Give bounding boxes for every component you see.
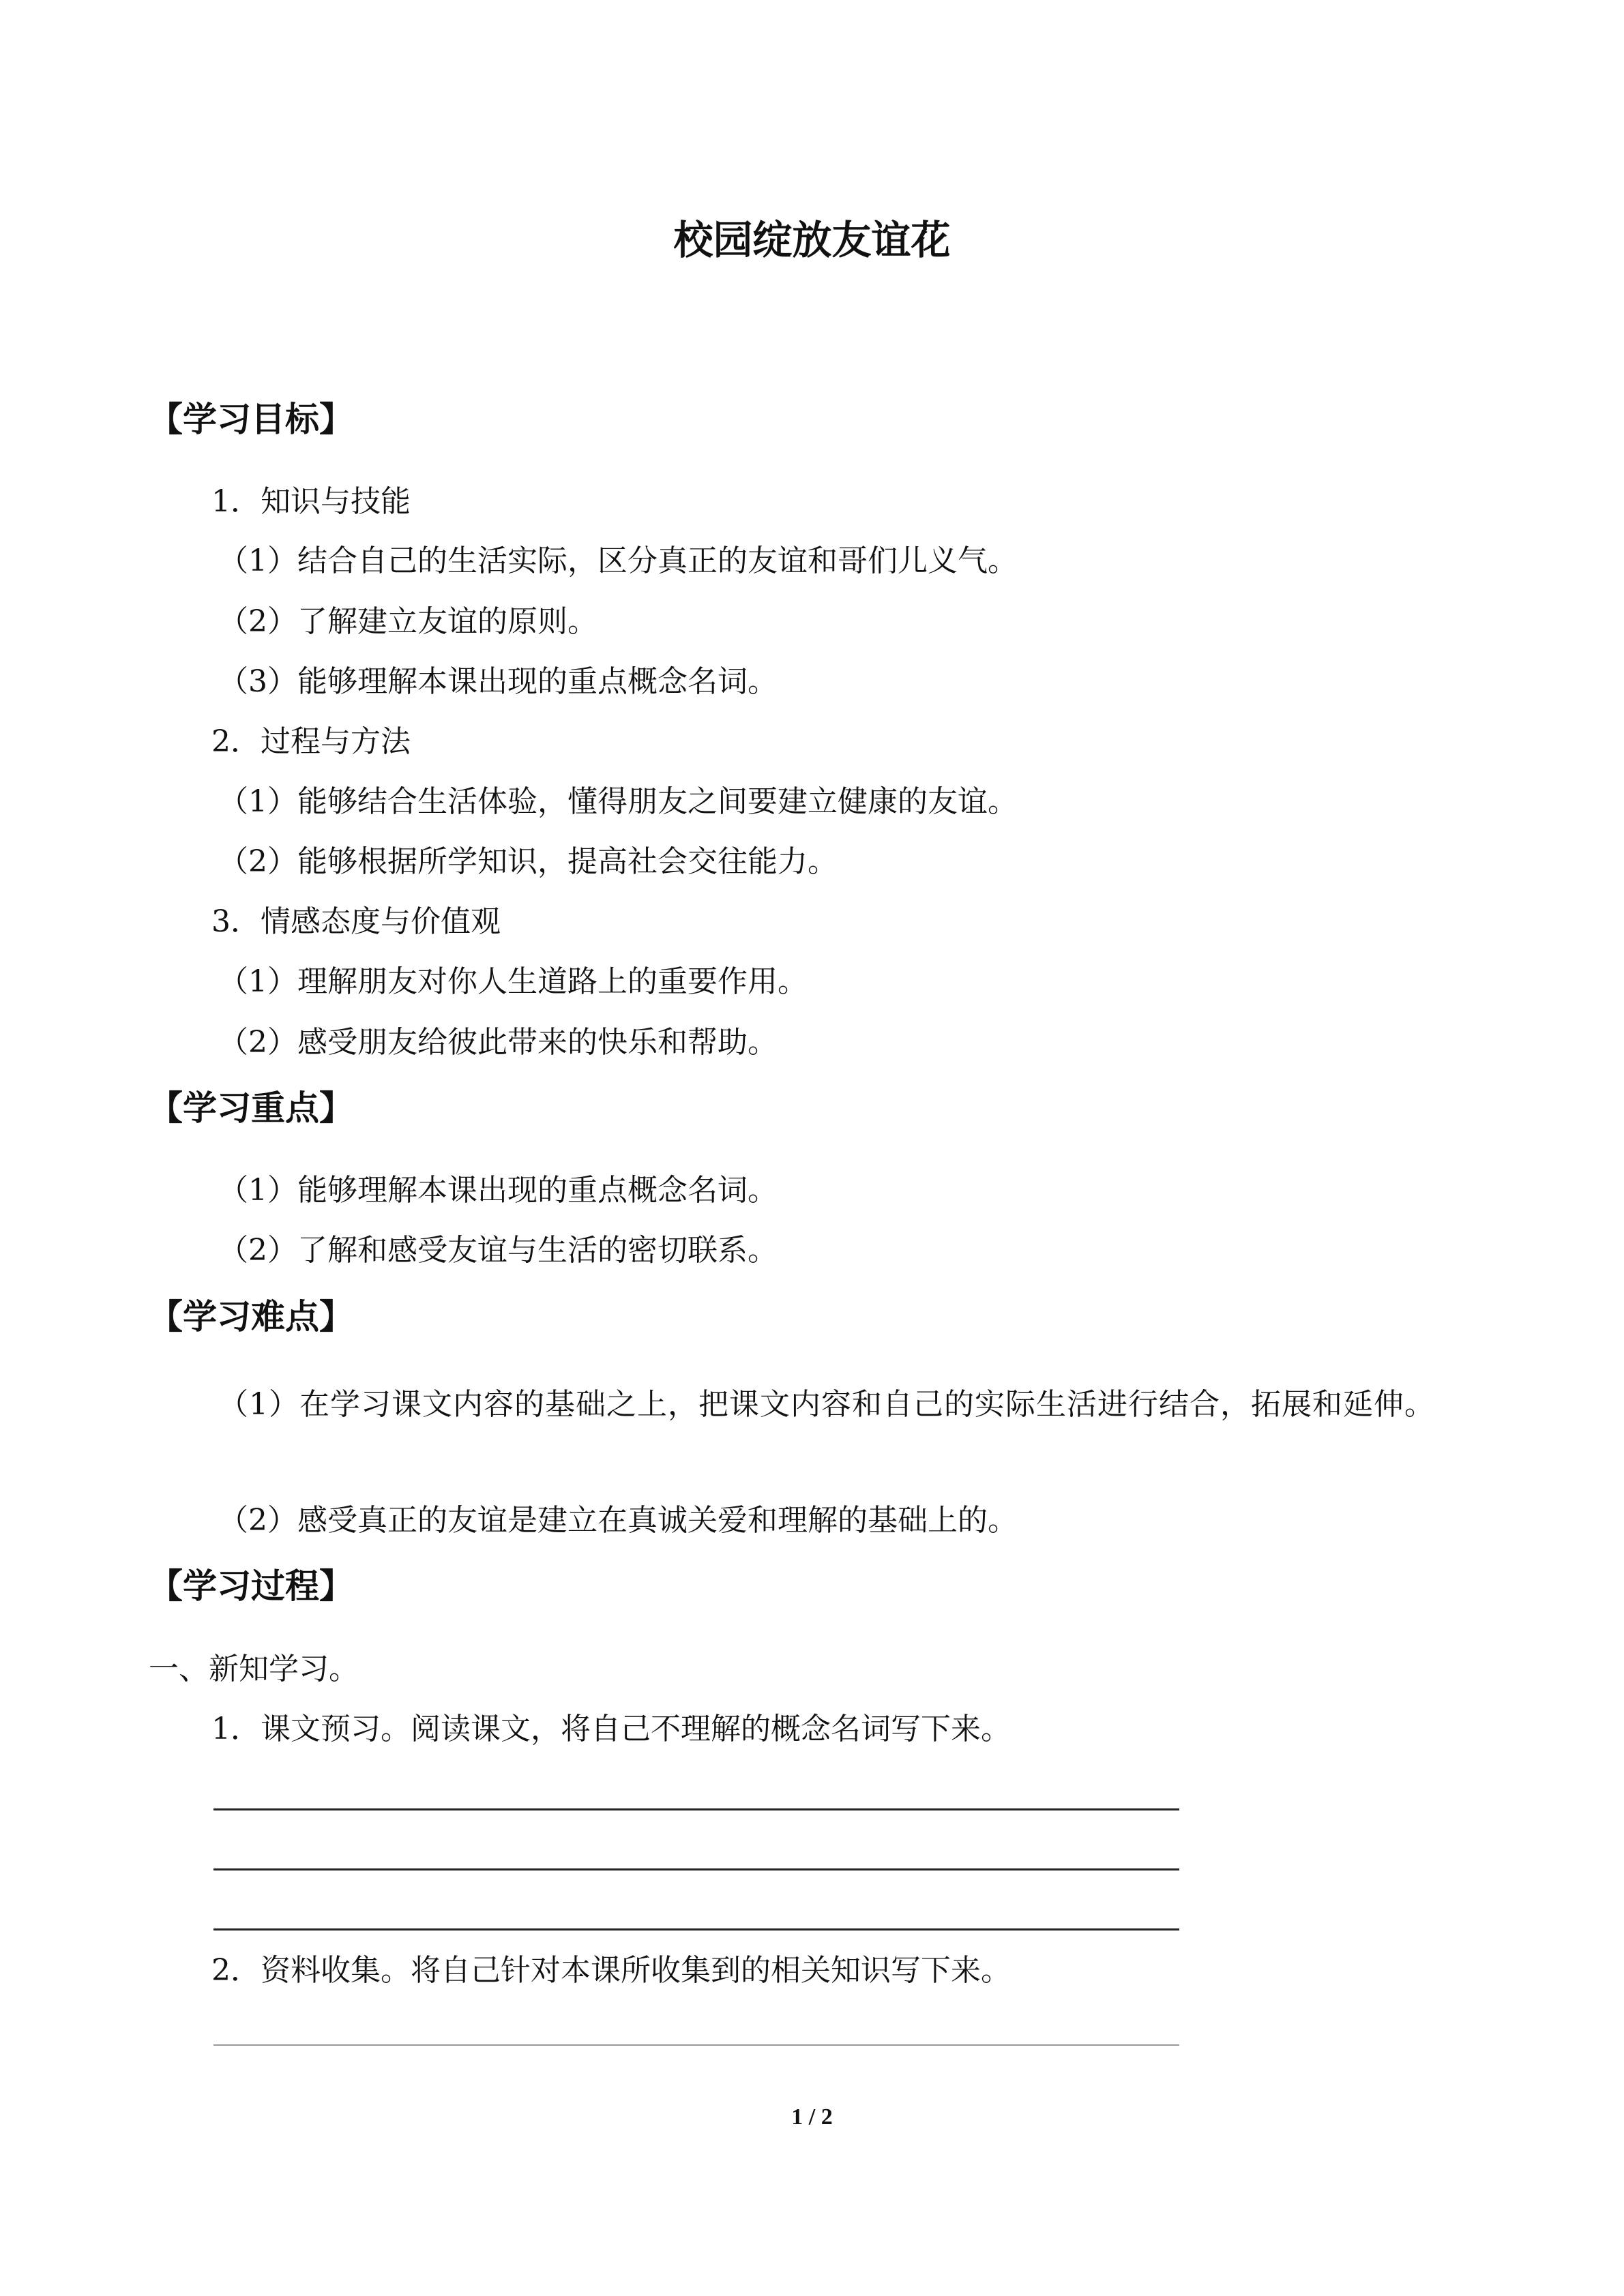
difficulties-item: （1）在学习课文内容的基础之上，把课文内容和自己的实际生活进行结合，拓展和延伸。 bbox=[218, 1387, 1435, 1422]
answer-line[interactable] bbox=[213, 2044, 1179, 2046]
keypoints-item: （1）能够理解本课出现的重点概念名词。 bbox=[218, 1173, 778, 1208]
objectives-item: （3）能够理解本课出现的重点概念名词。 bbox=[218, 664, 778, 699]
objectives-sub1: 1．知识与技能 bbox=[211, 484, 411, 519]
objectives-sub3: 3．情感态度与价值观 bbox=[211, 904, 501, 939]
page-title: 校园绽放友谊花 bbox=[673, 217, 951, 263]
objectives-item: （2）感受朋友给彼此带来的快乐和帮助。 bbox=[218, 1025, 778, 1060]
process-heading: 【学习过程】 bbox=[149, 1566, 353, 1606]
process-task1: 1．课文预习。阅读课文，将自己不理解的概念名词写下来。 bbox=[211, 1712, 1011, 1746]
keypoints-heading: 【学习重点】 bbox=[149, 1088, 353, 1128]
objectives-heading: 【学习目标】 bbox=[149, 400, 353, 439]
objectives-item: （2）了解建立友谊的原则。 bbox=[218, 604, 597, 639]
process-task2: 2．资料收集。将自己针对本课所收集到的相关知识写下来。 bbox=[211, 1953, 1011, 1988]
objectives-item: （2）能够根据所学知识，提高社会交往能力。 bbox=[218, 844, 838, 879]
objectives-item: （1）结合自己的生活实际，区分真正的友谊和哥们儿义气。 bbox=[218, 543, 1018, 578]
keypoints-item: （2）了解和感受友谊与生活的密切联系。 bbox=[218, 1233, 778, 1268]
answer-line[interactable] bbox=[213, 1868, 1179, 1870]
answer-line[interactable] bbox=[213, 1928, 1179, 1930]
objectives-item: （1）能够结合生活体验，懂得朋友之间要建立健康的友谊。 bbox=[218, 784, 1018, 819]
difficulties-item: （2）感受真正的友谊是建立在真诚关爱和理解的基础上的。 bbox=[218, 1503, 1018, 1538]
answer-line[interactable] bbox=[213, 1808, 1179, 1810]
objectives-sub2: 2．过程与方法 bbox=[211, 724, 411, 759]
page-number: 1 / 2 bbox=[791, 2104, 833, 2130]
objectives-item: （1）理解朋友对你人生道路上的重要作用。 bbox=[218, 964, 808, 999]
process-part1: 一、新知学习。 bbox=[149, 1652, 359, 1686]
difficulties-heading: 【学习难点】 bbox=[149, 1297, 353, 1337]
